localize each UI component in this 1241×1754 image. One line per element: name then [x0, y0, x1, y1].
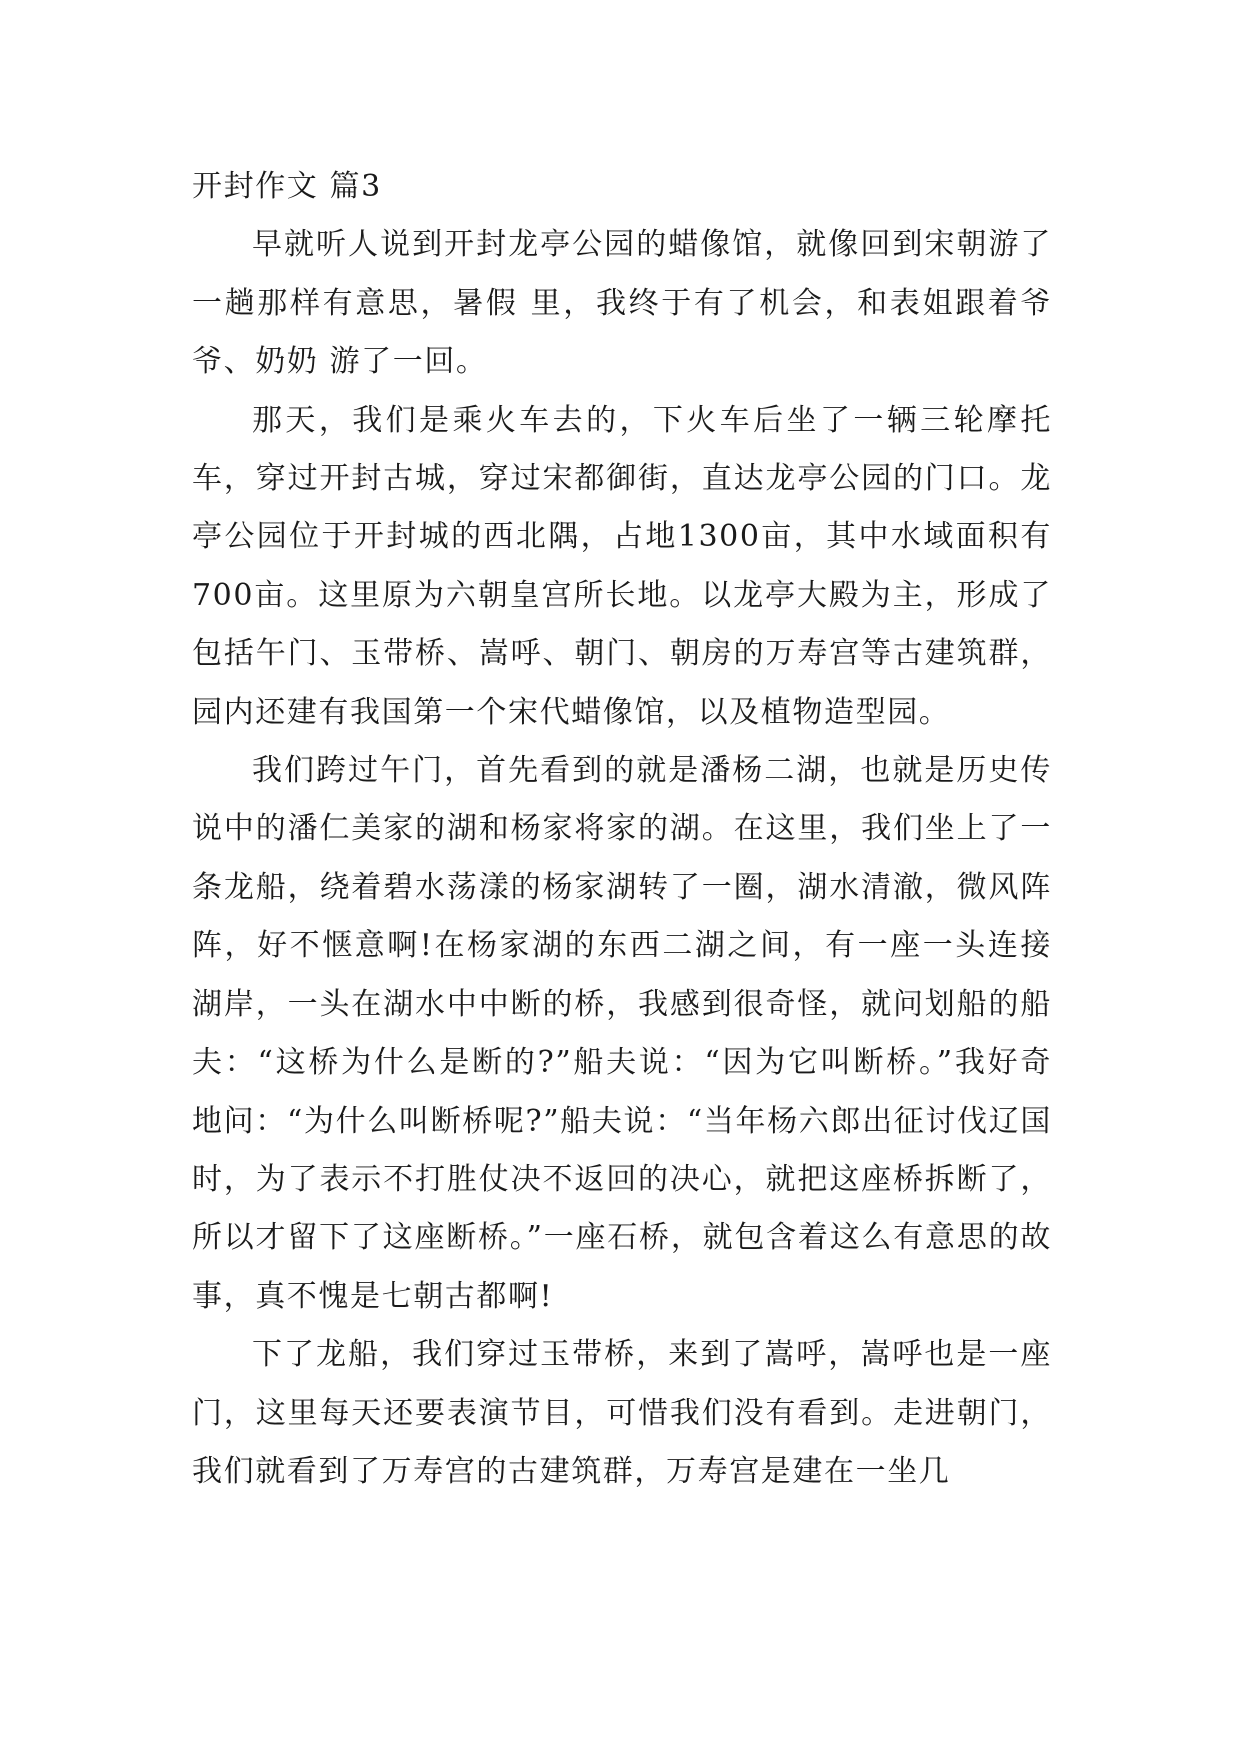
paragraph-2: 那天，我们是乘火车去的，下火车后坐了一辆三轮摩托车，穿过开封古城，穿过宋都御街，直达龙亭公园的门口。龙亭公园位于开封城的西北隅，占地1300亩，其中水域面积有700亩。这里原为六朝皇宫所长地。以龙亭大殿为主，形成了包括午门、玉带桥、嵩呼、朝门、朝房的万寿宫等古建筑群，园内还建有我国第一个宋代蜡像馆，以及植物造型园。 — [192, 402, 1052, 730]
paragraph-4: 下了龙船，我们穿过玉带桥，来到了嵩呼，嵩呼也是一座门，这里每天还要表演节目，可惜我们没有看到。走进朝门，我们就看到了万寿宫的古建筑群，万寿宫是建在一坐几 — [192, 1337, 1052, 1489]
essay-body — [192, 158, 1052, 1501]
essay-title: 开封作文 篇3 — [192, 169, 382, 204]
paragraph-1: 早就听人说到开封龙亭公园的蜡像馆，就像回到宋朝游了一趟那样有意思，暑假 里，我终于有了机会，和表姐跟着爷爷、奶奶 游了一回。 — [192, 227, 1052, 380]
paragraph-3: 我们跨过午门，首先看到的就是潘杨二湖，也就是历史传说中的潘仁美家的湖和杨家将家的湖。在这里，我们坐上了一条龙船，绕着碧水荡漾的杨家湖转了一圈，湖水清澈，微风阵阵，好不惬意啊!在杨家湖的东西二湖之间，有一座一头连接湖岸，一头在湖水中中断的桥，我感到很奇怪，就问划船的船夫：“这桥为什么是断的?”船夫说：“因为它叫断桥。”我好奇地问：“为什么叫断桥呢?”船夫说：“当年杨六郎出征讨伐辽国时，为了表示不打胜仗决不返回的决心，就把这座桥拆断了，所以才留下了这座断桥。”一座石桥，就包含着这么有意思的故事，真不愧是七朝古都啊! — [192, 753, 1052, 1314]
